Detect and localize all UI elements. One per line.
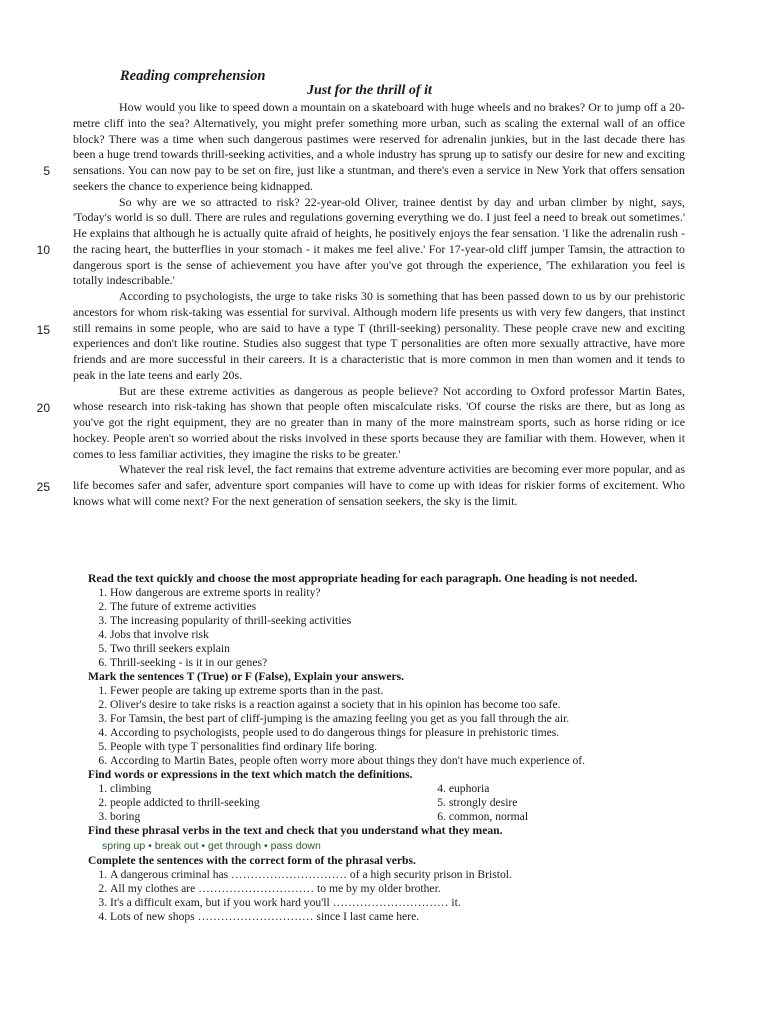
section-label: Reading comprehension [120,68,266,84]
list-item: 6. common, normal [449,810,688,824]
paragraph-4: But are these extreme activities as dangerous as people believe? Not according to Oxford professor Martin Bates, whose research into risk-taking has shown that people often miscalculate risks. 'Of course the risks are there, but as long as you've got the right equipment, they are no greater than in many of the more mainstream sports, such as horse riding or ice hockey. People aren't so worried about the risks involved in these sports because they are familiar with them. However, when it comes to less familiar activities, they imagine the risks to be greater.' [73,383,685,461]
definitions-columns [88,782,688,824]
exercise-2-instruction: Mark the sentences T (True) or F (False), Explain your answers. [88,670,405,683]
line-number: 15 [36,323,50,337]
passage-title: Just for the thrill of it [307,83,432,98]
list-item: 5. People with type T personalities find ordinary life boring. [110,740,688,754]
paragraph-3: According to psychologists, the urge to take risks 30 is something that has been passed down to us by our prehistoric ancestors for whom risk-taking was essential for survival. Although modern life presents us with very few dangers, that instinct still remains in some people, who are said to have a type T (thrill-seeking) personality. These people crave new and exciting experiences and don't like routine. Studies also suggest that type T personalities are often more sexually attractive, have more friends and are more successful in their careers. It is a characteristic that is more common in men than women and it tends to peak in the late teens and early 20s. [73,289,685,382]
list-item: 4. According to psychologists, people used to do dangerous things for pleasure in prehistoric times. [110,726,688,740]
line-number: 20 [36,401,50,415]
list-item: 2. people addicted to thrill-seeking [110,796,435,810]
exercise-3-instruction: Find words or expressions in the text which match the definitions. [88,768,413,781]
list-item: 2. All my clothes are ………………………… to me by my older brother. [110,882,688,896]
list-item: 1. climbing [110,782,435,796]
list-item: 2. Oliver's desire to take risks is a reaction against a society that in his opinion has become too safe. [110,698,688,712]
line-number: 10 [36,243,50,257]
list-item: 5. Two thrill seekers explain [110,642,688,656]
exercise-4-instruction: Find these phrasal verbs in the text and check that you understand what they mean. [88,824,503,837]
list-item: 5. strongly desire [449,796,688,810]
reading-passage [73,100,685,510]
list-item: 6. According to Martin Bates, people often worry more about things they don't have much experience of. [110,754,688,768]
line-number: 5 [43,164,50,178]
list-item: 2. The future of extreme activities [110,600,688,614]
list-item: 1. Fewer people are taking up extreme sports than in the past. [110,684,688,698]
exercise-5-instruction: Complete the sentences with the correct form of the phrasal verbs. [88,854,416,867]
list-item: 4. Jobs that involve risk [110,628,688,642]
list-item: 1. A dangerous criminal has ………………………… of a high security prison in Bristol. [110,868,688,882]
list-item: 3. The increasing popularity of thrill-seeking activities [110,614,688,628]
list-item: 4. euphoria [449,782,688,796]
gap-fill-list [88,868,688,924]
list-item: 3. It's a difficult exam, but if you work hard you'll ………………………… it. [110,896,688,910]
paragraph-5: Whatever the real risk level, the fact remains that extreme adventure activities are becoming ever more popular, and as life becomes safer and safer, adventure sport companies will have to come up with ideas for riskier forms of excitement. Who knows what will come next? For the next generation of sensation seekers, the sky is the limit. [73,462,685,508]
paragraph-2: So why are we so attracted to risk? 22-year-old Oliver, trainee dentist by day and urban climber by night, says, 'Today's world is so dull. There are rules and regulations governing everything we do. I just feel a need to break out sometimes.' He explains that although he is actually quite afraid of heights, he positively enjoys the fear sensation. 'I like the adrenalin rush - the racing heart, the butterflies in your stomach - it makes me feel alive.' For 17-year-old cliff jumper Tamsin, the attraction to dangerous sport is the sense of achievement you have after you've got through the experience, 'The exhilaration you feel is totally indescribable.' [73,194,685,288]
exercises [88,572,688,924]
heading-list [88,586,688,670]
list-item: 3. boring [110,810,435,824]
list-item: 4. Lots of new shops ………………………… since I last came here. [110,910,688,924]
phrasal-verbs: spring up • break out • get through • pass down [102,840,321,852]
paragraph-1: How would you like to speed down a mountain on a skateboard with huge wheels and no brakes? Or to jump off a 20-metre cliff into the sea? Alternatively, you might prefer something more urban, such as scaling the external wall of an office block? There was a time when such dangerous pastimes were reserved for adrenalin junkies, but in the last decade there has been a huge trend towards thrill-seeking activities, and a whole industry has sprung up to satisfy our desire for new and exciting sensations. You can now pay to be set on fire, just like a stuntman, and there's even a service in New York that offers sensation seekers the chance to experience being kidnapped. [73,100,685,193]
definitions-left [96,782,435,824]
definitions-right [435,782,688,824]
exercise-1-instruction: Read the text quickly and choose the most appropriate heading for each paragraph. One heading is not needed. [88,572,638,585]
list-item: 3. For Tamsin, the best part of cliff-jumping is the amazing feeling you get as you fall through the air. [110,712,688,726]
list-item: 6. Thrill-seeking - is it in our genes? [110,656,688,670]
line-number: 25 [36,480,50,494]
true-false-list [88,684,688,768]
list-item: 1. How dangerous are extreme sports in reality? [110,586,688,600]
